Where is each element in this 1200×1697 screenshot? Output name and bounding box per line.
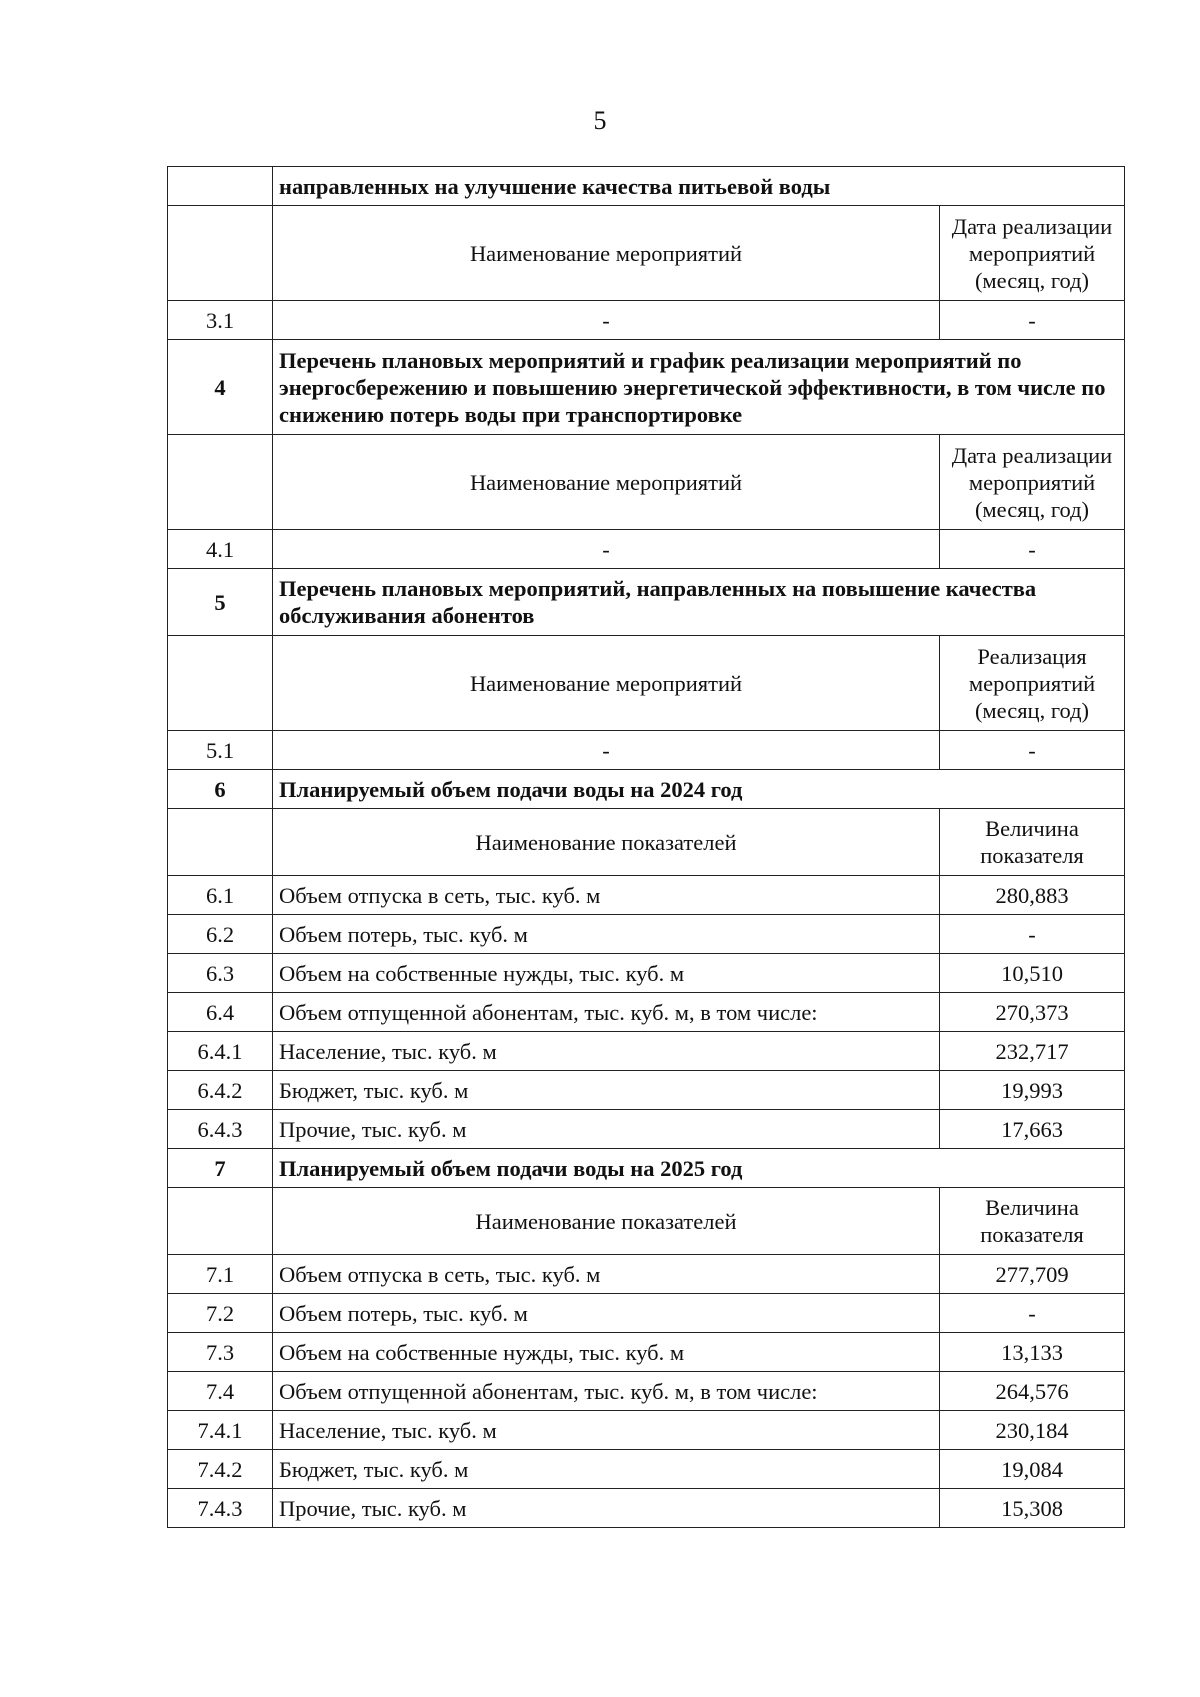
row-value: 232,717: [940, 1032, 1125, 1071]
section-number: 4: [168, 340, 273, 435]
row-name: -: [273, 731, 940, 770]
row-name: Объем потерь, тыс. куб. м: [273, 1294, 940, 1333]
row-number: 6.2: [168, 915, 273, 954]
row-name: -: [273, 301, 940, 340]
section-title-row: [168, 569, 1125, 636]
table-row: [168, 1071, 1125, 1110]
row-number: 3.1: [168, 301, 273, 340]
row-number: 7.4.3: [168, 1489, 273, 1528]
row-name: Прочие, тыс. куб. м: [273, 1489, 940, 1528]
table-row: [168, 1411, 1125, 1450]
row-value: 17,663: [940, 1110, 1125, 1149]
table-row: [168, 1333, 1125, 1372]
column-header-row: [168, 206, 1125, 301]
row-value: 277,709: [940, 1255, 1125, 1294]
section-title-row: [168, 167, 1125, 206]
header-value: Величина показателя: [940, 809, 1125, 876]
table-row: [168, 1110, 1125, 1149]
row-name: -: [273, 530, 940, 569]
section-title: направленных на улучшение качества питьевой воды: [273, 167, 1125, 206]
section-title: Планируемый объем подачи воды на 2024 год: [273, 770, 1125, 809]
row-value: -: [940, 731, 1125, 770]
table-row: [168, 530, 1125, 569]
row-number: 7.4.2: [168, 1450, 273, 1489]
row-name: Объем отпущенной абонентам, тыс. куб. м, в том числе:: [273, 1372, 940, 1411]
row-number: 7.4.1: [168, 1411, 273, 1450]
table-row: [168, 954, 1125, 993]
header-value: Дата реализации мероприятий (месяц, год): [940, 435, 1125, 530]
header-name: Наименование мероприятий: [273, 206, 940, 301]
row-name: Объем на собственные нужды, тыс. куб. м: [273, 954, 940, 993]
section-number: [168, 167, 273, 206]
row-number: 7.3: [168, 1333, 273, 1372]
column-header-row: [168, 636, 1125, 731]
row-name: Бюджет, тыс. куб. м: [273, 1450, 940, 1489]
header-name: Наименование показателей: [273, 1188, 940, 1255]
section-title-row: [168, 770, 1125, 809]
table-row: [168, 1255, 1125, 1294]
section-title: Планируемый объем подачи воды на 2025 год: [273, 1149, 1125, 1188]
row-value: 270,373: [940, 993, 1125, 1032]
table-row: [168, 1450, 1125, 1489]
table-row: [168, 1294, 1125, 1333]
row-name: Объем отпуска в сеть, тыс. куб. м: [273, 1255, 940, 1294]
header-name: Наименование мероприятий: [273, 435, 940, 530]
table-row: [168, 1032, 1125, 1071]
header-value: Величина показателя: [940, 1188, 1125, 1255]
row-number: 6.4: [168, 993, 273, 1032]
row-number: 6.1: [168, 876, 273, 915]
page-number: 5: [593, 106, 607, 135]
row-value: 15,308: [940, 1489, 1125, 1528]
row-number: 6.3: [168, 954, 273, 993]
row-name: Прочие, тыс. куб. м: [273, 1110, 940, 1149]
row-name: Объем потерь, тыс. куб. м: [273, 915, 940, 954]
plan-table: [167, 166, 1125, 1528]
row-value: -: [940, 301, 1125, 340]
row-value: 280,883: [940, 876, 1125, 915]
header-name: Наименование показателей: [273, 809, 940, 876]
row-name: Население, тыс. куб. м: [273, 1411, 940, 1450]
row-name: Бюджет, тыс. куб. м: [273, 1071, 940, 1110]
header-value: Реализация мероприятий (месяц, год): [940, 636, 1125, 731]
column-header-row: [168, 435, 1125, 530]
row-number: 4.1: [168, 530, 273, 569]
header-num-cell: [168, 1188, 273, 1255]
header-num-cell: [168, 636, 273, 731]
section-title: Перечень плановых мероприятий и график реализации мероприятий по энергосбережению и повышению энергетической эффективности, в том числе по снижению потерь воды при транспортировке: [273, 340, 1125, 435]
row-value: -: [940, 915, 1125, 954]
section-title-row: [168, 1149, 1125, 1188]
row-name: Объем на собственные нужды, тыс. куб. м: [273, 1333, 940, 1372]
table-row: [168, 1489, 1125, 1528]
section-title: Перечень плановых мероприятий, направленных на повышение качества обслуживания абонентов: [273, 569, 1125, 636]
column-header-row: [168, 809, 1125, 876]
header-num-cell: [168, 435, 273, 530]
row-value: -: [940, 530, 1125, 569]
table-row: [168, 301, 1125, 340]
table-row: [168, 876, 1125, 915]
section-number: 6: [168, 770, 273, 809]
row-value: 10,510: [940, 954, 1125, 993]
row-number: 5.1: [168, 731, 273, 770]
row-number: 6.4.2: [168, 1071, 273, 1110]
header-num-cell: [168, 206, 273, 301]
row-value: 230,184: [940, 1411, 1125, 1450]
row-number: 7.4: [168, 1372, 273, 1411]
row-name: Объем отпущенной абонентам, тыс. куб. м, в том числе:: [273, 993, 940, 1032]
row-value: 264,576: [940, 1372, 1125, 1411]
table-row: [168, 1372, 1125, 1411]
row-value: 19,993: [940, 1071, 1125, 1110]
row-number: 7.1: [168, 1255, 273, 1294]
row-name: Население, тыс. куб. м: [273, 1032, 940, 1071]
header-num-cell: [168, 809, 273, 876]
table-row: [168, 993, 1125, 1032]
table-row: [168, 731, 1125, 770]
row-name: Объем отпуска в сеть, тыс. куб. м: [273, 876, 940, 915]
row-number: 6.4.3: [168, 1110, 273, 1149]
section-title-row: [168, 340, 1125, 435]
table-row: [168, 915, 1125, 954]
section-number: 5: [168, 569, 273, 636]
row-value: -: [940, 1294, 1125, 1333]
row-number: 6.4.1: [168, 1032, 273, 1071]
header-name: Наименование мероприятий: [273, 636, 940, 731]
row-number: 7.2: [168, 1294, 273, 1333]
row-value: 13,133: [940, 1333, 1125, 1372]
column-header-row: [168, 1188, 1125, 1255]
header-value: Дата реализации мероприятий (месяц, год): [940, 206, 1125, 301]
row-value: 19,084: [940, 1450, 1125, 1489]
section-number: 7: [168, 1149, 273, 1188]
